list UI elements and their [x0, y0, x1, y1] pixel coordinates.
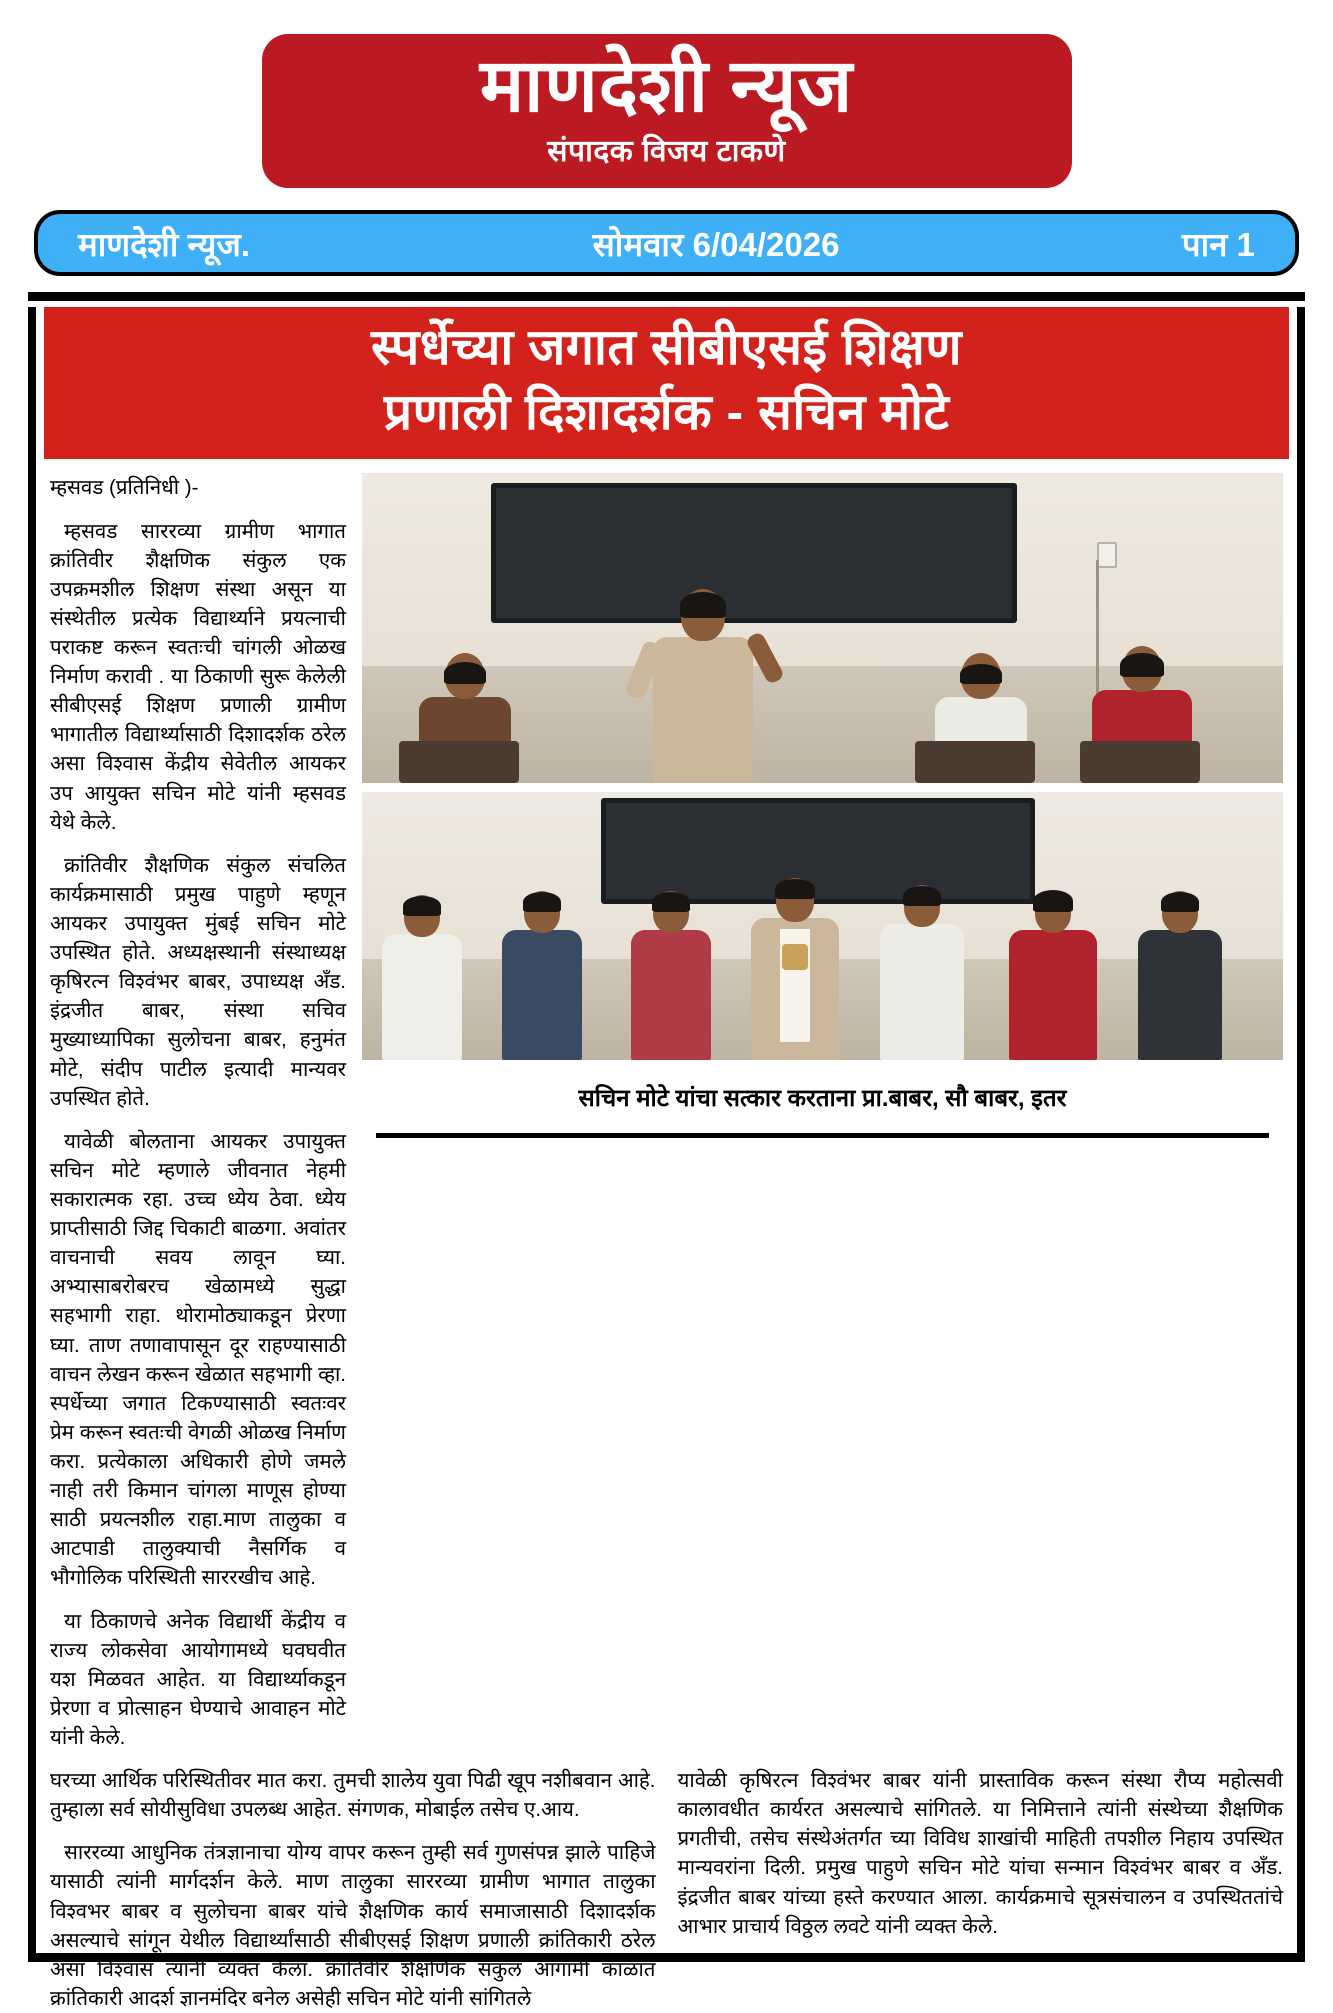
photo-person-chief-guest	[749, 873, 841, 1061]
photo-person-hair	[960, 664, 1002, 684]
article-paragraph: साररव्या आधुनिक तंत्रज्ञानाचा योग्य वापर करून तुम्ही सर्व गुणसंपन्न झाले पाहिजे यासाठी त्यांनी मार्गदर्शन केले. माण तालुका साररव्या ग्रामीण भागात तालुका विश्वभर बाबर व सुलोचना बाबर यांचे शैक्षणिक कार्य समाजासाठी दिशादर्शक असल्याचे सांगून येथील विद्यार्थ्यांसाठी सीबीएसई शिक्षण प्रणाली क्रांतिकारी ठरेल असा विश्वास त्यांनी व्यक्त केला. क्रांतिवीर शैक्षणिक संकुल आगामी काळात क्रांतिकारी आदर्श ज्ञानमंदिर बनेल असेही सचिन मोटे यांनी सांगितले	[50, 1841, 656, 2010]
photo-person-group-6	[1007, 884, 1099, 1061]
masthead-container	[0, 0, 1333, 188]
masthead-title: माणदेशी न्यूज	[479, 44, 854, 127]
photo-person-hair	[775, 879, 815, 899]
top-divider-rule	[28, 292, 1305, 301]
photo-person-torso	[1138, 930, 1222, 1061]
photo-person-hair	[403, 896, 441, 916]
photo-person-hair	[652, 892, 690, 912]
masthead-subtitle: संपादक विजय टाकणे	[547, 135, 786, 169]
headline-line-2: प्रणाली दिशादर्शक - सचिन मोटे	[383, 384, 950, 441]
photo-wall-socket	[1097, 542, 1117, 568]
article-top-area	[50, 473, 1283, 1752]
photo-person-speaker	[648, 591, 758, 783]
photo-person-group-1	[380, 889, 464, 1061]
photo-chair	[1080, 741, 1200, 783]
photo-person-hair	[1033, 890, 1073, 912]
article-paragraph: यावेळी कृषिरत्न विश्वंभर बाबर यांनी प्रास्ताविक करून संस्था रौप्य महोत्सवी कालावधीत कार्यरत असल्याचे सांगितले. या निमित्ताने त्यांनी संस्थेच्या शैक्षणिक प्रगतीची, तसेच संस्थेअंतर्गत च्या विविध शाखांची माहिती तपशील निहाय उपस्थित मान्यवरांना दिली. प्रमुख पाहुणे सचिन मोटे यांचा सन्मान विश्वंभर बाबर व अँड. इंद्रजीत बाबर यांच्या हस्ते करण्यात आला. कार्यक्रमाचे सूत्रसंचालन व उपस्थिततांचे आभार प्राचार्य विठ्ठल लवटे यांनी व्यक्त केले.	[677, 1769, 1283, 1938]
photo-person-torso	[880, 924, 964, 1061]
info-bar-date: सोमवार 6/04/2026	[592, 225, 840, 263]
article-frame	[28, 307, 1305, 2010]
article-headline	[44, 307, 1289, 459]
article-paragraph: या ठिकाणचे अनेक विद्यार्थी केंद्रीय व राज्य लोकसेवा आयोगामध्ये घवघवीत यश मिळवत आहेत. या विद्यार्थ्याकडून प्रेरणा व प्रोत्साहन घेण्याचे आवाहन मोटे यांनी केले.	[50, 1609, 346, 1749]
photo-person-hair	[1120, 653, 1164, 677]
headline-line-1: स्पर्धेच्या जगात सीबीएसई शिक्षण	[370, 319, 963, 376]
article-dateline: म्हसवड (प्रतिनिधी )-	[50, 476, 199, 500]
info-bar-page-number: पान 1	[1181, 225, 1255, 263]
photo-person-torso	[382, 934, 462, 1061]
article-paragraph: घरच्या आर्थिक परिस्थितीवर मात करा. तुमची शालेय युवा पिढी खूप नशीबवान आहे. तुम्हाला सर्व सोयीसुविधा उपलब्ध आहेत. संगणक, मोबाईल तसेच ए.आय.	[50, 1769, 656, 1822]
article-bottom-left-column	[50, 1766, 656, 2013]
article-left-column	[50, 473, 346, 1752]
article-bottom-area	[50, 1766, 1283, 2013]
article-photo-felicitation	[362, 792, 1283, 1060]
photo-person-hair	[903, 886, 941, 906]
photo-person-torso	[653, 637, 753, 783]
photo-chair	[399, 741, 519, 783]
article-paragraph: म्हसवड साररव्या ग्रामीण भागात क्रांतिवीर शैक्षणिक संकुल एक उपक्रमशील शिक्षण संस्था असून या संस्थेतील प्रत्येक विद्यार्थ्याने प्रयत्नाची पराकष्ट करून स्वतःची चांगली ओळख निर्माण करावी . या ठिकाणी सुरू केलेली सीबीएसई शिक्षण प्रणाली ग्रामीण भागातील विद्यार्थ्यासाठी दिशादर्शक ठरेल असा विश्वास केंद्रीय सेवेतील आयकर उप आयुक्त सचिन मोटे यांनी म्हसवड येथे केले.	[50, 519, 346, 834]
masthead	[262, 34, 1072, 188]
article-photo-speaker	[362, 473, 1283, 783]
photo-bouquet	[782, 944, 808, 970]
article-paragraph: क्रांतिवीर शैक्षणिक संकुल संचलित कार्यक्रमासाठी प्रमुख पाहुणे म्हणून आयकर उपायुक्त मुंबई सचिन मोटे उपस्थित होते. अध्यक्षस्थानी संस्थाध्यक्ष कृषिरत्न विश्वंभर बाबर, उपाध्यक्ष अँड. इंद्रजीत बाबर, संस्था सचिव मुख्याध्यापिका सुलोचना बाबर, हनुमंत मोटे, संदीप पाटील इत्यादी मान्यवर उपस्थित होते.	[50, 853, 346, 1110]
photo-person-torso	[631, 930, 711, 1061]
photo-person-hair	[444, 662, 486, 684]
info-bar-frame	[34, 210, 1299, 276]
info-bar	[38, 214, 1295, 272]
article-bottom-right-column	[678, 1766, 1284, 2013]
info-bar-paper-name: माणदेशी न्यूज.	[78, 225, 251, 263]
article-photos	[362, 473, 1283, 1752]
photo-chair	[915, 741, 1035, 783]
photo-person-hair	[523, 892, 561, 912]
photo-person-group-2	[500, 884, 584, 1061]
photo-person-torso	[502, 930, 582, 1061]
caption-divider-rule	[376, 1133, 1269, 1138]
photo-person-torso	[1009, 930, 1097, 1061]
photo-caption: सचिन मोटे यांचा सत्कार करताना प्रा.बाबर, सौ बाबर, इतर	[578, 1085, 1067, 1113]
article-paragraph: यावेळी बोलताना आयकर उपायुक्त सचिन मोटे म्हणाले जीवनात नेहमी सकारात्मक रहा. उच्च ध्येय ठेवा. ध्येय प्राप्तीसाठी जिद्द चिकाटी बाळगा. अवांतर वाचनाची सवय लावून घ्या. अभ्यासाबरोबरच खेळामध्ये सुद्धा सहभागी राहा. थोरामोठ्याकडून प्रेरणा घ्या. ताण तणावापासून दूर राहण्यासाठी वाचन लेखन करून खेळात सहभागी व्हा. स्पर्धेच्या जगात टिकण्यासाठी स्वतःवर प्रेम करून स्वतःची वेगळी ओळख निर्माण करा. प्रत्येकाला अधिकारी होणे जमले नाही तरी किमान चांगला माणूस होण्या साठी प्रयत्नशील राहा.माण तालुका व आटपाडी तालुक्याची नैसर्गिक व भौगोलिक परिस्थिती साररखीच आहे.	[50, 1129, 346, 1590]
photo-person-group-5	[878, 878, 966, 1060]
photo-person-hair	[1161, 892, 1199, 912]
photo-person-group-3	[629, 884, 713, 1061]
photo-person-group-7	[1136, 884, 1224, 1061]
photo-person-hair	[680, 592, 726, 618]
